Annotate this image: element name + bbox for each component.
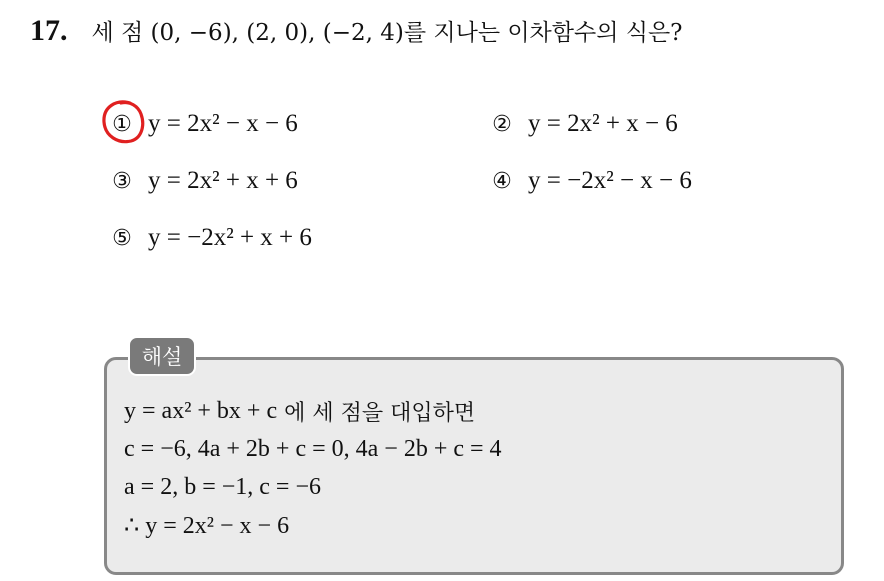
solution-line-4: ∴ y = 2x² − x − 6 (124, 512, 290, 539)
solution-line-1-math: y = ax² + bx + c (124, 397, 278, 424)
choice-1[interactable] (108, 106, 298, 142)
solution-box (104, 357, 844, 575)
solution-line-1 (124, 394, 475, 428)
choice-2-equation: y = 2x² + x − 6 (528, 110, 678, 137)
choice-4-marker: ④ (492, 168, 512, 194)
solution-line-1-text: 에 세 점을 대입하면 (277, 400, 476, 426)
choice-2[interactable] (488, 106, 678, 142)
choice-4-equation: y = −2x² − x − 6 (528, 167, 692, 194)
question-text: 세 점 (0, −6), (2, 0), (−2, 4)를 지나는 이차함수의 식은? (91, 20, 683, 46)
choice-5[interactable] (108, 220, 312, 256)
solution-line-2: c = −6, 4a + 2b + c = 0, 4a − 2b + c = 4 (124, 435, 502, 462)
question-header (30, 14, 870, 50)
choice-1-equation: y = 2x² − x − 6 (148, 110, 298, 137)
choice-5-equation: y = −2x² + x + 6 (148, 224, 312, 251)
choice-1-marker: ① (112, 111, 132, 137)
solution-line-3: a = 2, b = −1, c = −6 (124, 473, 321, 500)
choice-3[interactable] (108, 163, 298, 199)
choice-5-marker: ⑤ (112, 225, 132, 251)
choice-4[interactable] (488, 163, 692, 199)
choice-3-equation: y = 2x² + x + 6 (148, 167, 298, 194)
question-number: 17. (30, 14, 68, 47)
choice-3-marker: ③ (112, 168, 132, 194)
choice-2-marker: ② (492, 111, 512, 137)
solution-tab: 해설 (128, 336, 196, 376)
